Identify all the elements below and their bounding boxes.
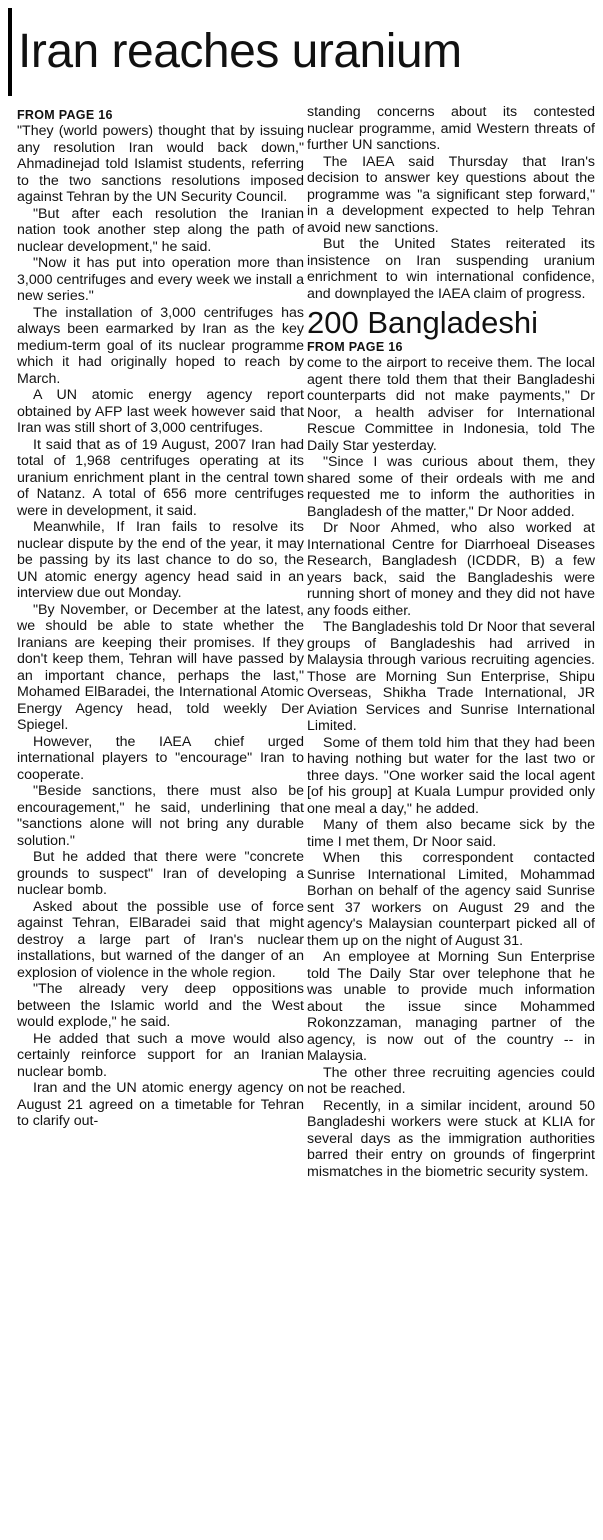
kicker: FROM PAGE 16 [307, 340, 403, 354]
paragraph: "But after each resolution the Iranian nation took another step along the path of nuclear development," he said. [17, 205, 304, 255]
paragraph: When this correspondent contacted Sunrise International Limited, Mohammad Borhan on behalf of the agency said Sunrise sent 37 workers on August 29 and the agency's Malaysian counterpart picked all of them up on the night of August 31. [307, 850, 595, 949]
column-right [307, 104, 595, 1529]
paragraph: Meanwhile, If Iran fails to resolve its nuclear dispute by the end of the year, it may be passing by its last chance to do so, the UN atomic energy agency head said in an interview due out Monday. [17, 519, 304, 601]
paragraph: Recently, in a similar incident, around 50 Bangladeshi workers were stuck at KLIA for several days as the immigration authorities barred their entry on grounds of fingerprint mismatches in the biometric security system. [307, 1097, 595, 1180]
second-headline: 200 Bangladeshi [307, 305, 538, 340]
paragraph: The Bangladeshis told Dr Noor that several groups of Bangladeshis had arrived in Malaysia through various recruiting agencies. Those are Morning Sun Enterprise, Shipu Overseas, Shikha Trade International, JR Aviation Services and Sunrise International Limited. [307, 619, 595, 734]
paragraph: "By November, or December at the latest, we should be able to state whether the Iranians are keeping their promises. If they don't keep them, Tehran will have passed by an important chance, perhaps the last," Mohamed ElBaradei, the International Atomic Energy Agency head, told weekly Der Spiegel. [17, 601, 304, 733]
paragraph: But the United States reiterated its insistence on Iran suspending uranium enrichment to win international confidence, and downplayed the IAEA claim of progress. [307, 236, 595, 302]
kicker: FROM PAGE 16 [17, 108, 113, 122]
paragraph: "They (world powers) thought that by issuing any resolution Iran would back down," Ahmadinejad told Islamist students, referring to the two sanctions resolutions imposed against Tehran by the UN Security Council. [17, 123, 304, 205]
paragraph: Iran and the UN atomic energy agency on August 21 agreed on a timetable for Tehran to clarify out- [17, 1080, 304, 1129]
paragraph: The other three recruiting agencies could not be reached. [307, 1064, 595, 1097]
paragraph: However, the IAEA chief urged international players to "encourage" Iran to cooperate. [17, 733, 304, 783]
paragraph: The IAEA said Thursday that Iran's decision to answer key questions about the programme was "a significant step forward," in a development expected to help Tehran avoid new sanctions. [307, 153, 595, 236]
paragraph: "Beside sanctions, there must also be encouragement," he said, underlining that "sanctions alone will not bring any durable solution." [17, 783, 304, 849]
paragraph: "The already very deep oppositions between the Islamic world and the West would explode," he said. [17, 981, 304, 1030]
headline-rule [8, 8, 12, 96]
paragraph: But he added that there were "concrete grounds to suspect" Iran of developing a nuclear bomb. [17, 849, 304, 898]
paragraph: A UN atomic energy agency report obtained by AFP last week however said that Iran was still short of 3,000 centrifuges. [17, 387, 304, 436]
headline: Iran reaches uranium [18, 25, 462, 78]
paragraph: Dr Noor Ahmed, who also worked at International Centre for Diarrhoeal Diseases Research, Bangladesh (ICDDR, B) a few years back, said the Bangladeshis were running short of money and they did not have any foods either. [307, 520, 595, 619]
column-left [17, 108, 304, 1533]
paragraph: "Since I was curious about them, they shared some of their ordeals with me and requested me to inform the authorities in Bangladesh of the matter," Dr Noor added. [307, 454, 595, 520]
paragraph: Asked about the possible use of force against Tehran, ElBaradei said that might destroy a large part of Iran's nuclear installations, but warned of the danger of an explosion of violence in the whole region. [17, 898, 304, 981]
paragraph: Many of them also became sick by the time I met them, Dr Noor said. [307, 817, 595, 850]
paragraph: come to the airport to receive them. The local agent there told them that their Bangladeshi counterparts did not make payments," Dr Noor, a health adviser for International Rescue Committee in Indonesia, told The Daily Star yesterday. [307, 355, 595, 454]
paragraph: "Now it has put into operation more than 3,000 centrifuges and every week we install a new series." [17, 255, 304, 304]
paragraph: The installation of 3,000 centrifuges has always been earmarked by Iran as the key medium-term goal of its nuclear programme which it had originally hoped to reach by March. [17, 304, 304, 387]
paragraph: Some of them told him that they had been having nothing but water for the last two or three days. "One worker said the local agent [of his group] at Kuala Lumpur provided only one meal a day," he added. [307, 734, 595, 817]
paragraph: standing concerns about its contested nuclear programme, amid Western threats of further UN sanctions. [307, 104, 595, 153]
paragraph: He added that such a move would also certainly reinforce support for an Iranian nuclear bomb. [17, 1030, 304, 1080]
paragraph: An employee at Morning Sun Enterprise told The Daily Star over telephone that he was unable to provide much information about the issue since Mohammed Rokonzzaman, managing partner of the agency, is now out of the country -- in Malaysia. [307, 949, 595, 1064]
paragraph: It said that as of 19 August, 2007 Iran had total of 1,968 centrifuges operating at its uranium enrichment plant in the central town of Natanz. A total of 656 more centrifuges were in development, it said. [17, 436, 304, 519]
